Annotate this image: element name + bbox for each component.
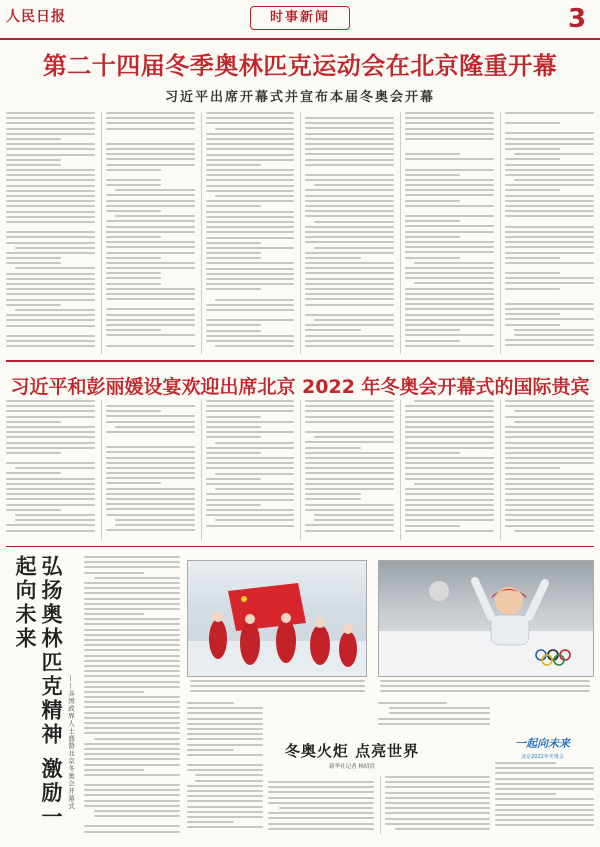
feature-title: 冬奥火炬 点亮世界 <box>284 742 420 760</box>
masthead <box>0 0 600 40</box>
olympic-slogan <box>495 735 590 760</box>
skaters-with-flag-photo <box>187 560 367 677</box>
caption-text-block <box>380 680 590 698</box>
lead-column-5 <box>400 112 494 354</box>
skaters-photo-illustration <box>188 561 367 677</box>
skier-celebrating-photo <box>378 560 594 677</box>
article-text-block <box>206 400 295 540</box>
second-column-4 <box>300 400 394 540</box>
article-text-block <box>378 702 490 732</box>
newspaper-logo: 人民日报 <box>6 9 66 25</box>
article-text-block <box>505 112 594 354</box>
photo-caption <box>380 680 590 698</box>
section-divider <box>6 546 594 547</box>
lead-story-columns <box>6 112 594 354</box>
second-story-columns <box>6 400 594 540</box>
second-column-1 <box>6 400 95 540</box>
article-text-block <box>305 112 394 354</box>
lead-subhead: 习近平出席开幕式并宣布本届冬奥会开幕 <box>164 90 435 105</box>
feature-top-right <box>378 702 490 732</box>
article-text-block <box>405 400 494 540</box>
commentary-dateline: ——各国政界人士盛赞北京冬奥会开幕式 <box>67 675 75 810</box>
caption-text-block <box>190 680 365 698</box>
second-headline: 习近平和彭丽媛设宴欢迎出席北京 2022 年冬奥会开幕式的国际贵宾 <box>10 376 590 398</box>
feature-column <box>378 702 490 732</box>
article-text-block <box>505 400 594 540</box>
article-text-block <box>84 556 180 840</box>
commentary-title: 弘扬奥林匹克精神 激励一起向未来 <box>13 555 64 830</box>
article-text-block <box>305 400 394 540</box>
feature-column <box>495 762 594 832</box>
feature-left-column <box>187 702 263 832</box>
article-text-block <box>495 762 594 832</box>
lead-column-4 <box>300 112 394 354</box>
article-text-block <box>106 112 195 354</box>
lead-column-3 <box>201 112 295 354</box>
right-bottom-column <box>495 762 594 832</box>
feature-column <box>380 776 491 834</box>
article-text-block <box>6 112 95 354</box>
second-column-5 <box>400 400 494 540</box>
second-column-3 <box>201 400 295 540</box>
skier-photo-illustration <box>379 561 594 677</box>
commentary-column <box>84 556 180 840</box>
article-text-block <box>187 702 263 832</box>
lead-column-2 <box>101 112 195 354</box>
article-text-block <box>385 776 491 834</box>
feature-byline: 新华社记者 杨绍洪 <box>329 764 375 770</box>
section-divider <box>6 360 594 362</box>
slogan-sub: 北京2022年冬奥会 <box>521 754 564 760</box>
article-text-block <box>206 112 295 354</box>
photo-caption <box>190 680 365 698</box>
feature-body-columns <box>268 776 490 834</box>
lead-column-6 <box>500 112 594 354</box>
lead-column-1 <box>6 112 95 354</box>
article-text-block <box>6 400 95 540</box>
article-text-block <box>405 112 494 354</box>
commentary-title-block <box>8 555 76 840</box>
page-number: 3 <box>568 4 587 34</box>
commentary-body <box>84 556 180 840</box>
second-column-6 <box>500 400 594 540</box>
feature-column <box>187 702 263 832</box>
section-title: 时事新闻 <box>250 6 350 30</box>
article-text-block <box>268 776 374 834</box>
lead-headline: 第二十四届冬季奥林匹克运动会在北京隆重开幕 <box>42 52 558 80</box>
slogan-main: 一起向未来 <box>515 737 570 750</box>
article-text-block <box>106 400 195 540</box>
second-column-2 <box>101 400 195 540</box>
feature-column <box>268 776 374 834</box>
